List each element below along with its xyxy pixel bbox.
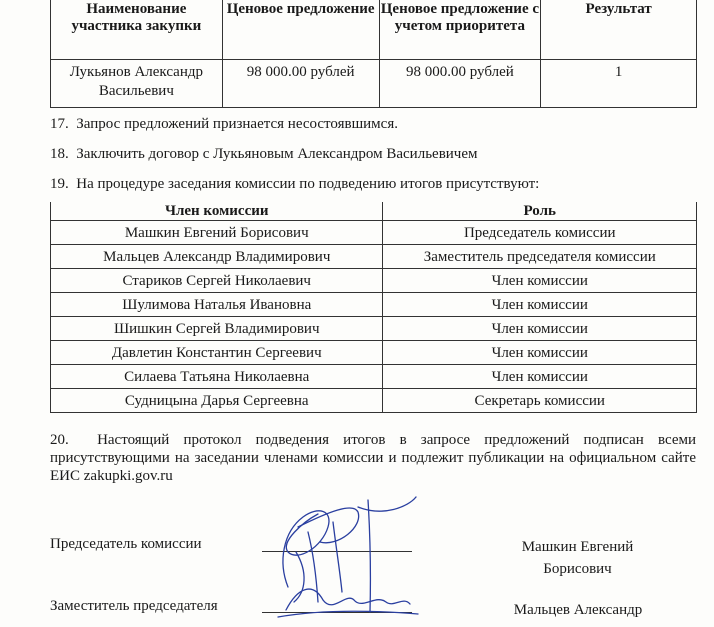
table-row [51,221,697,245]
name-line: Мальцев Александр [513,602,643,618]
participant-name: Лукьянов Александр Васильевич [51,60,223,108]
commission-table [50,202,697,413]
price-value: 98 000.00 рублей [222,60,379,108]
signature-label-deputy: Заместитель председателя [50,598,218,614]
item-number: 19. [50,176,69,192]
item-20 [50,431,696,485]
member-role: Председатель комиссии [383,221,697,245]
member-role: Член комиссии [383,269,697,293]
name-line: Машкин Евгений [521,539,634,555]
member-name: Машкин Евгений Борисович [51,221,383,245]
member-role: Член комиссии [383,365,697,389]
item-number: 20. [50,432,69,448]
signature-name-chair [505,536,650,580]
member-name: Шулимова Наталья Ивановна [51,293,383,317]
item-text: Настоящий протокол подведения итогов в запросе предложений подписан всеми присутствующими на заседании членами комиссии и подлежит публикации на официальном сайте ЕИС zakupki.gov.ru [50,432,696,484]
member-name: Стариков Сергей Николаевич [51,269,383,293]
result-value: 1 [541,60,697,108]
header-role: Роль [383,202,697,221]
results-header-row [51,0,697,60]
table-row [51,389,697,413]
signature-strokes [278,497,418,617]
member-name: Давлетин Константин Сергеевич [51,341,383,365]
item-18 [50,145,478,163]
item-text: На процедуре заседания комиссии по подведению итогов присутствуют: [76,176,540,192]
header-participant: Наименование участника закупки [51,0,223,60]
table-row [51,365,697,389]
table-row [51,293,697,317]
member-role: Член комиссии [383,293,697,317]
signature-label-chair: Председатель комиссии [50,536,202,552]
signature-name-deputy [498,599,658,621]
member-name: Судницына Дарья Сергеевна [51,389,383,413]
member-role: Заместитель председателя комиссии [383,245,697,269]
item-text: Запрос предложений признается несостоявшимся. [76,116,398,132]
name-line: Борисович [543,561,612,577]
item-19 [50,175,539,193]
table-row [51,269,697,293]
item-text: Заключить договор с Лукьяновым Александром Васильевичем [76,146,478,162]
member-name: Шишкин Сергей Владимирович [51,317,383,341]
member-role: Член комиссии [383,341,697,365]
header-result: Результат [541,0,697,60]
results-table [50,0,697,108]
table-row [51,341,697,365]
item-number: 17. [50,116,69,132]
member-role: Секретарь комиссии [383,389,697,413]
member-name: Силаева Татьяна Николаевна [51,365,383,389]
header-member: Член комиссии [51,202,383,221]
item-number: 18. [50,146,69,162]
table-row [51,60,697,108]
table-row [51,317,697,341]
member-role: Член комиссии [383,317,697,341]
handwritten-signature [258,492,428,627]
table-row [51,245,697,269]
header-price: Ценовое предложение [222,0,379,60]
member-name: Мальцев Александр Владимирович [51,245,383,269]
commission-header-row [51,202,697,221]
price-priority-value: 98 000.00 рублей [379,60,541,108]
header-price-priority: Ценовое предложение с учетом приоритета [379,0,541,60]
item-17 [50,115,398,133]
